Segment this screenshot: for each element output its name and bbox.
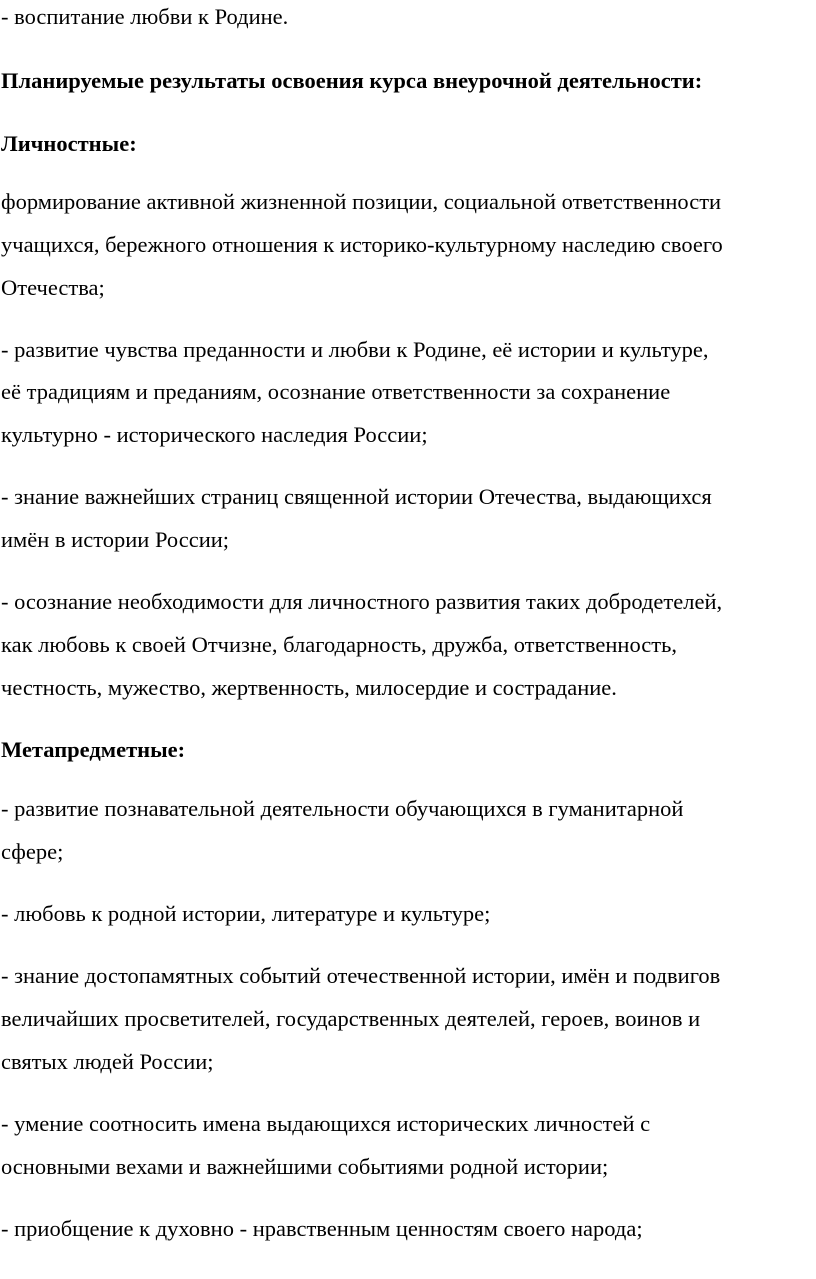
text-line: - приобщение к духовно - нравственным ценностям своего народа; xyxy=(1,1216,643,1241)
text-line: формирование активной жизненной позиции, социальной ответственности xyxy=(1,189,722,214)
text-line: - знание важнейших страниц священной истории Отечества, выдающихся xyxy=(1,484,712,509)
text-line: учащихся, бережного отношения к историко-культурному наследию своего xyxy=(1,232,723,257)
text-line: как любовь к своей Отчизне, благодарность, дружба, ответственность, xyxy=(1,632,677,657)
text-line: культурно - исторического наследия России; xyxy=(1,422,428,447)
text-line: сфере; xyxy=(1,839,64,864)
text-line: величайших просветителей, государственных деятелей, героев, воинов и xyxy=(1,1006,701,1031)
text-line: Отечества; xyxy=(1,275,105,300)
text-line: - знание достопамятных событий отечественной истории, имён и подвигов xyxy=(1,963,721,988)
subsection-heading: Личностные: xyxy=(1,131,137,156)
text-line: - любовь к родной истории, литературе и культуре; xyxy=(1,901,491,926)
text-line: основными вехами и важнейшими событиями родной истории; xyxy=(1,1154,609,1179)
text-line: - развитие познавательной деятельности обучающихся в гуманитарной xyxy=(1,796,684,821)
subsection-heading: Метапредметные: xyxy=(1,737,186,762)
text-line: её традициям и преданиям, осознание ответственности за сохранение xyxy=(1,379,671,404)
text-line: - умение соотносить имена выдающихся исторических личностей с xyxy=(1,1111,651,1136)
text-line: имён в истории России; xyxy=(1,527,230,552)
text-line: - воспитание любви к Родине. xyxy=(1,4,289,29)
text-line: - осознание необходимости для личностного развития таких добродетелей, xyxy=(1,589,723,614)
text-line: - развитие чувства преданности и любви к Родине, её истории и культуре, xyxy=(1,337,709,362)
text-line: честность, мужество, жертвенность, милосердие и сострадание. xyxy=(1,675,617,700)
section-heading: Планируемые результаты освоения курса внеурочной деятельности: xyxy=(1,68,703,93)
text-line: святых людей России; xyxy=(1,1049,214,1074)
